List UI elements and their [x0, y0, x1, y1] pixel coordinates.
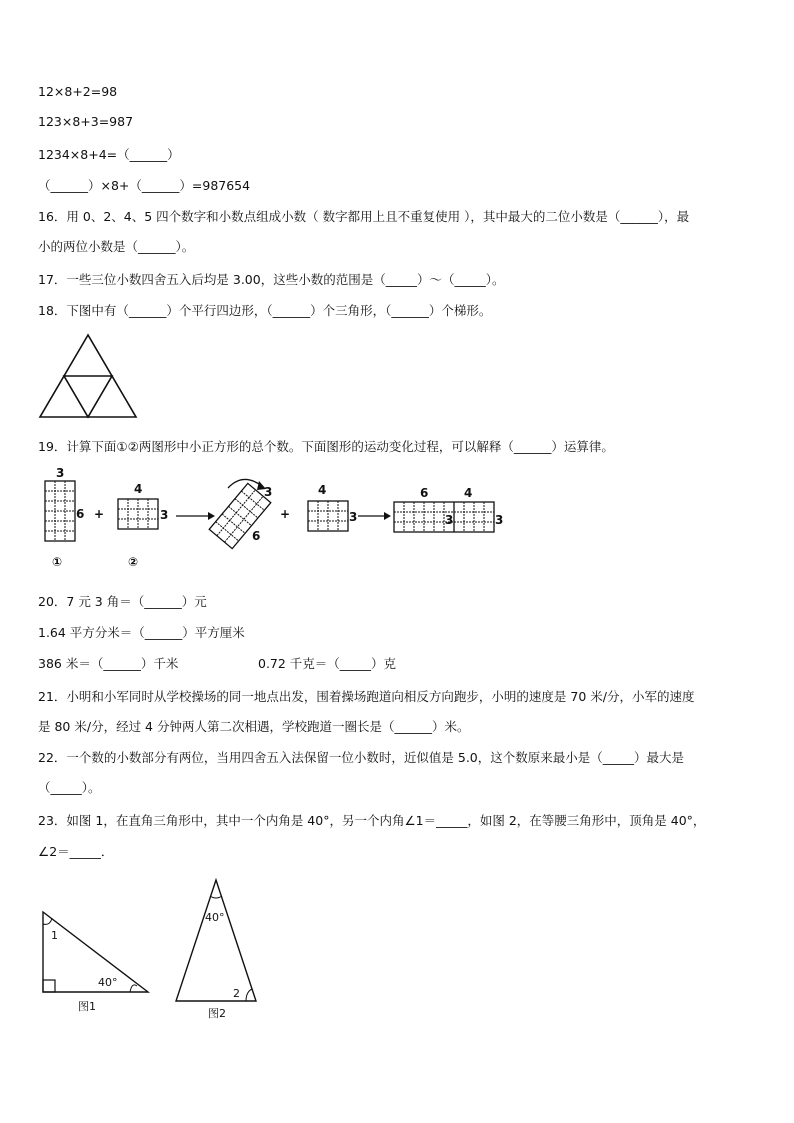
grid-1-side-label: 6 [76, 507, 85, 521]
result-grid-end-label: 3 [495, 513, 504, 527]
inner-triangle [64, 376, 112, 417]
grid-2-caption: ② [128, 555, 139, 569]
plus-sign-1: + [94, 507, 105, 521]
question-20-line-3: 386 米＝（______）千米 [38, 656, 179, 671]
question-20-line-1: 20．7 元 3 角＝（______）元 [38, 594, 207, 609]
question-22-line-2: （_____）。 [38, 780, 101, 795]
grid-2-top-label: 4 [134, 482, 143, 496]
figure-2-caption: 图2 [208, 1007, 226, 1020]
question-21-line-2: 是 80 米/分，经过 4 分钟两人第二次相遇，学校跑道一圈长是（______）米。 [38, 719, 470, 734]
grid-1-top-label: 3 [56, 466, 65, 480]
grid-2 [118, 499, 158, 529]
equation-line-3: 1234×8+4=（______） [38, 147, 180, 162]
question-20-line-2: 1.64 平方分米＝（______）平方厘米 [38, 625, 245, 640]
angle-40-label-1: 40° [98, 976, 118, 989]
equation-line-2: 123×8+3=987 [38, 114, 134, 129]
question-16-line-1: 16．用 0、2、4、5 四个数字和小数点组成小数（ 数字都用上且不重复使用 ），其中最大的二位小数是（______），最 [38, 209, 690, 224]
figure-1-caption: 图1 [78, 1000, 96, 1013]
rotated-grid-top-label: 3 [264, 485, 273, 499]
angle-40-arc-2 [210, 896, 222, 898]
figure-23-triangles [38, 876, 278, 1026]
question-21-line-1: 21．小明和小军同时从学校操场的同一地点出发，围着操场跑道向相反方向跑步，小明的速度是 70 米/分，小军的速度 [38, 689, 695, 704]
question-18: 18．下图中有（______）个平行四边形，（______）个三角形，（______）个梯形。 [38, 303, 492, 318]
rotated-grid [209, 483, 271, 548]
result-grid-mid-label: 3 [445, 513, 454, 527]
plus-sign-2: + [280, 507, 291, 521]
angle-40-label-2: 40° [205, 911, 225, 924]
question-19: 19．计算下面①②两图形中小正方形的总个数。下面图形的运动变化过程，可以解释（______）运算律。 [38, 439, 614, 454]
question-22-line-1: 22．一个数的小数部分有两位，当用四舍五入法保留一位小数时，近似值是 5.0，这个数原来最小是（_____）最大是 [38, 750, 685, 765]
right-triangle [43, 912, 148, 992]
grid-1-caption: ① [52, 555, 63, 569]
question-23-line-1: 23．如图 1，在直角三角形中，其中一个内角是 40°，另一个内角∠1＝_____，如图 2，在等腰三角形中，顶角是 40°， [38, 813, 706, 828]
result-grid-label-4: 4 [464, 486, 473, 500]
question-20-line-4: 0.72 千克＝（_____）克 [258, 656, 397, 671]
grid-2-side-label: 3 [160, 508, 169, 522]
figure-18-triangle [38, 333, 138, 419]
question-17: 17．一些三位小数四舍五入后均是 3.00，这些小数的范围是（_____）～（_____）。 [38, 272, 505, 287]
right-angle-marker [43, 980, 55, 992]
grid-4-top-label: 4 [318, 483, 327, 497]
grid-4-side-label: 3 [349, 510, 358, 524]
grid-4 [308, 501, 348, 531]
rotated-grid-side-label: 6 [252, 529, 261, 543]
equation-line-1: 12×8+2=98 [38, 84, 118, 99]
angle-1-arc [43, 918, 52, 924]
result-grid-label-6: 6 [420, 486, 429, 500]
angle-1-label: 1 [51, 929, 58, 942]
question-16-line-2: 小的两位小数是（______）。 [38, 239, 195, 254]
grid-1 [45, 481, 75, 541]
angle-2-label: 2 [233, 987, 240, 1000]
angle-40-arc-1 [130, 985, 137, 992]
figure-19-grids [38, 466, 508, 570]
question-23-line-2: ∠2＝_____． [38, 844, 114, 859]
result-grid [394, 502, 494, 532]
equation-line-4: （______）×8+（______）=987654 [38, 178, 251, 193]
angle-2-arc [246, 989, 252, 1001]
